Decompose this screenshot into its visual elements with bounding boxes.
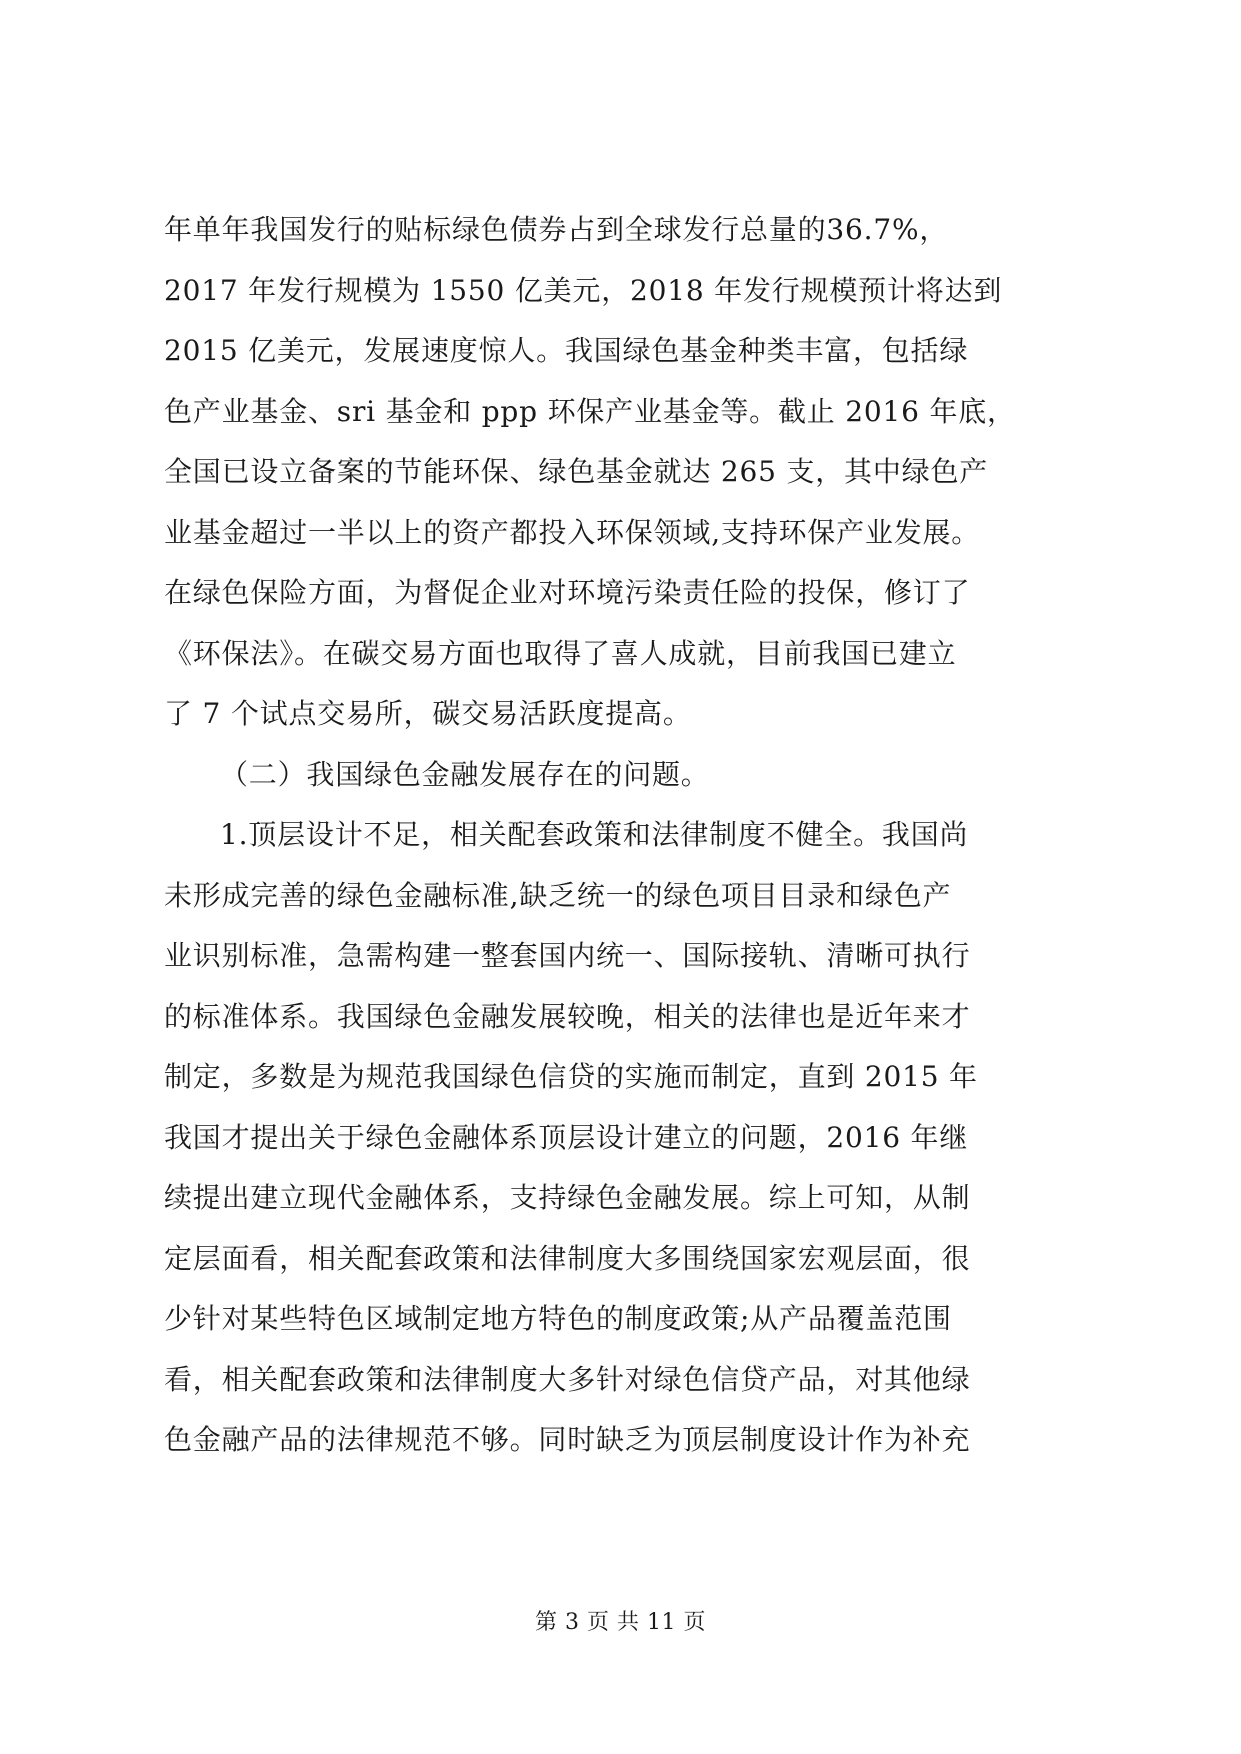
- text-line: 色金融产品的法律规范不够。同时缺乏为顶层制度设计作为补充: [164, 1423, 971, 1456]
- text-line: 续提出建立现代金融体系，支持绿色金融发展。综上可知，从制: [164, 1181, 971, 1214]
- text-line: 2015 亿美元，发展速度惊人。我国绿色基金种类丰富，包括绿: [164, 334, 969, 367]
- text-line: 业基金超过一半以上的资产都投入环保领域,支持环保产业发展。: [164, 515, 981, 549]
- text-line: 我国才提出关于绿色金融体系顶层设计建立的问题，2016 年继: [164, 1120, 969, 1154]
- text-line: 未形成完善的绿色金融标准,缺乏统一的绿色项目目录和绿色产: [164, 878, 952, 912]
- text-line: 了 7 个试点交易所，碳交易活跃度提高。: [164, 697, 692, 730]
- text-line: 色产业基金、sri 基金和 ppp 环保产业基金等。截止 2016 年底，: [164, 394, 1016, 428]
- text-line: 在绿色保险方面，为督促企业对环境污染责任险的投保，修订了: [164, 576, 971, 609]
- text-line: 看，相关配套政策和法律制度大多针对绿色信贷产品，对其他绿: [164, 1362, 971, 1396]
- text-line: 定层面看，相关配套政策和法律制度大多围绕国家宏观层面，很: [164, 1241, 971, 1275]
- page-number-footer: 第 3 页 共 11 页: [535, 1610, 706, 1635]
- text-line: 业识别标准，急需构建一整套国内统一、国际接轨、清晰可执行: [164, 939, 971, 972]
- text-line: 《环保法》。在碳交易方面也取得了喜人成就，目前我国已建立: [164, 636, 957, 670]
- body-text: [164, 200, 1084, 1471]
- text-line: 少针对某些特色区域制定地方特色的制度政策;从产品覆盖范围: [164, 1302, 952, 1335]
- paragraph-first-line: 1.顶层设计不足，相关配套政策和法律制度不健全。我国尚: [220, 818, 969, 851]
- section-heading: （二）我国绿色金融发展存在的问题。: [220, 757, 710, 791]
- text-line: 2017 年发行规模为 1550 亿美元，2018 年发行规模预计将达到: [164, 273, 1003, 307]
- text-line: 全国已设立备案的节能环保、绿色基金就达 265 支，其中绿色产: [164, 455, 989, 488]
- text-line: 年单年我国发行的贴标绿色债券占到全球发行总量的36.7%，: [164, 213, 949, 246]
- text-line: 制定，多数是为规范我国绿色信贷的实施而制定，直到 2015 年: [164, 1060, 978, 1093]
- text-line: 的标准体系。我国绿色金融发展较晚，相关的法律也是近年来才: [164, 999, 971, 1033]
